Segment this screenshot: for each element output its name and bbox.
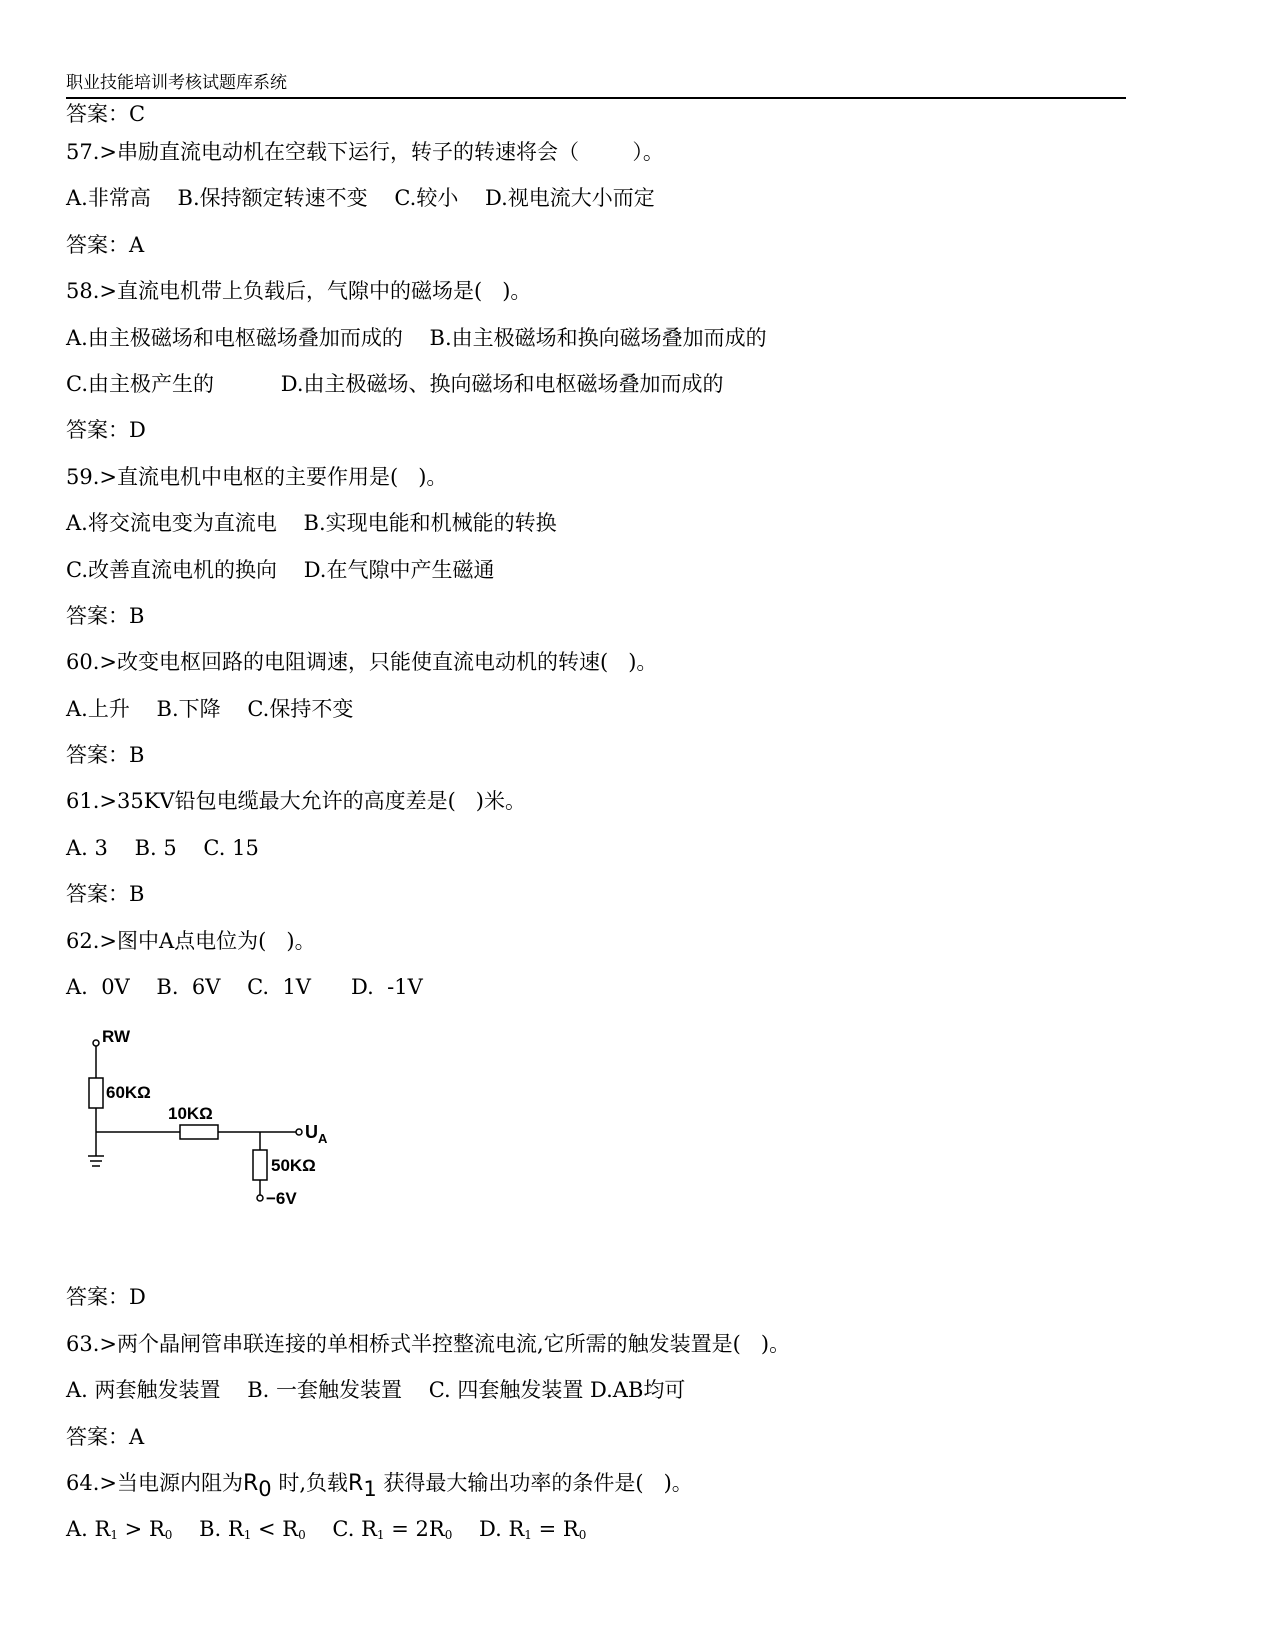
answer-59: 答案：B xyxy=(66,603,145,628)
answer-58: 答案：D xyxy=(66,418,146,443)
answer-61: 答案：B xyxy=(66,882,145,907)
question-62: 62.>图中A点电位为( )。 xyxy=(66,928,316,953)
ua-label: $U_A$ xyxy=(305,1122,328,1147)
answer-57: 答案：A xyxy=(66,232,145,257)
answer-62: 答案：D xyxy=(66,1285,146,1310)
question-58: 58.>直流电机带上负载后，气隙中的磁场是( )。 xyxy=(66,279,532,304)
circuit-svg xyxy=(80,1028,340,1208)
options-59-ab: A.将交流电变为直流电 B.实现电能和机械能的转换 xyxy=(66,511,557,536)
header-divider xyxy=(66,97,1126,99)
neg6v-label: −6V xyxy=(266,1189,297,1209)
options-58-cd: C.由主极产生的 D.由主极磁场、换向磁场和电枢磁场叠加而成的 xyxy=(66,371,724,396)
answer-63: 答案：A xyxy=(66,1424,145,1449)
options-57: A.非常高 B.保持额定转速不变 C.较小 D.视电流大小而定 xyxy=(66,186,655,211)
options-63: A. 两套触发装置 B. 一套触发装置 C. 四套触发装置 D.AB均可 xyxy=(66,1378,686,1403)
resistor-50k-label: 50KΩ xyxy=(271,1156,316,1176)
question-64: 64.>当电源内阻为R0 时,负载R1 获得最大输出功率的条件是( )。 xyxy=(66,1470,693,1501)
question-63: 63.>两个晶闸管串联连接的单相桥式半控整流电流,它所需的触发装置是( )。 xyxy=(66,1331,791,1356)
question-59: 59.>直流电机中电枢的主要作用是( )。 xyxy=(66,464,448,489)
resistor-60k xyxy=(89,1078,103,1108)
question-60: 60.>改变电枢回路的电阻调速，只能使直流电动机的转速( )。 xyxy=(66,650,658,675)
question-list xyxy=(66,100,1166,1561)
options-62: A. 0V B. 6V C. 1V D. -1V xyxy=(66,975,423,1000)
resistor-60k-label: 60KΩ xyxy=(106,1083,151,1103)
options-61: A. 3 B. 5 C. 15 xyxy=(66,835,259,860)
circuit-diagram xyxy=(66,1018,1166,1282)
resistor-10k xyxy=(180,1125,218,1139)
options-64: A. $R_1 > R_0$ B. $R_1 < R_0$ C. $R_1 = 2R_0$ D. $R_1 = R_0$ xyxy=(66,1517,587,1543)
rw-terminal xyxy=(93,1040,99,1046)
answer-60: 答案：B xyxy=(66,743,145,768)
ua-terminal xyxy=(296,1129,302,1135)
resistor-10k-label: 10KΩ xyxy=(168,1104,213,1124)
question-61: 61.>35KV铅包电缆最大允许的高度差是( )米。 xyxy=(66,789,526,814)
options-59-cd: C.改善直流电机的换向 D.在气隙中产生磁通 xyxy=(66,557,495,582)
page-header: 职业技能培训考核试题库系统 xyxy=(66,73,287,93)
options-60: A.上升 B.下降 C.保持不变 xyxy=(66,696,354,721)
rw-label: RW xyxy=(102,1028,131,1047)
options-58-ab: A.由主极磁场和电枢磁场叠加而成的 B.由主极磁场和换向磁场叠加而成的 xyxy=(66,325,767,350)
answer-56: 答案：C xyxy=(66,102,146,126)
neg6v-terminal xyxy=(257,1195,263,1201)
question-57: 57.>串励直流电动机在空载下运行，转子的转速将会（ ）。 xyxy=(66,140,664,164)
resistor-50k xyxy=(253,1150,267,1180)
